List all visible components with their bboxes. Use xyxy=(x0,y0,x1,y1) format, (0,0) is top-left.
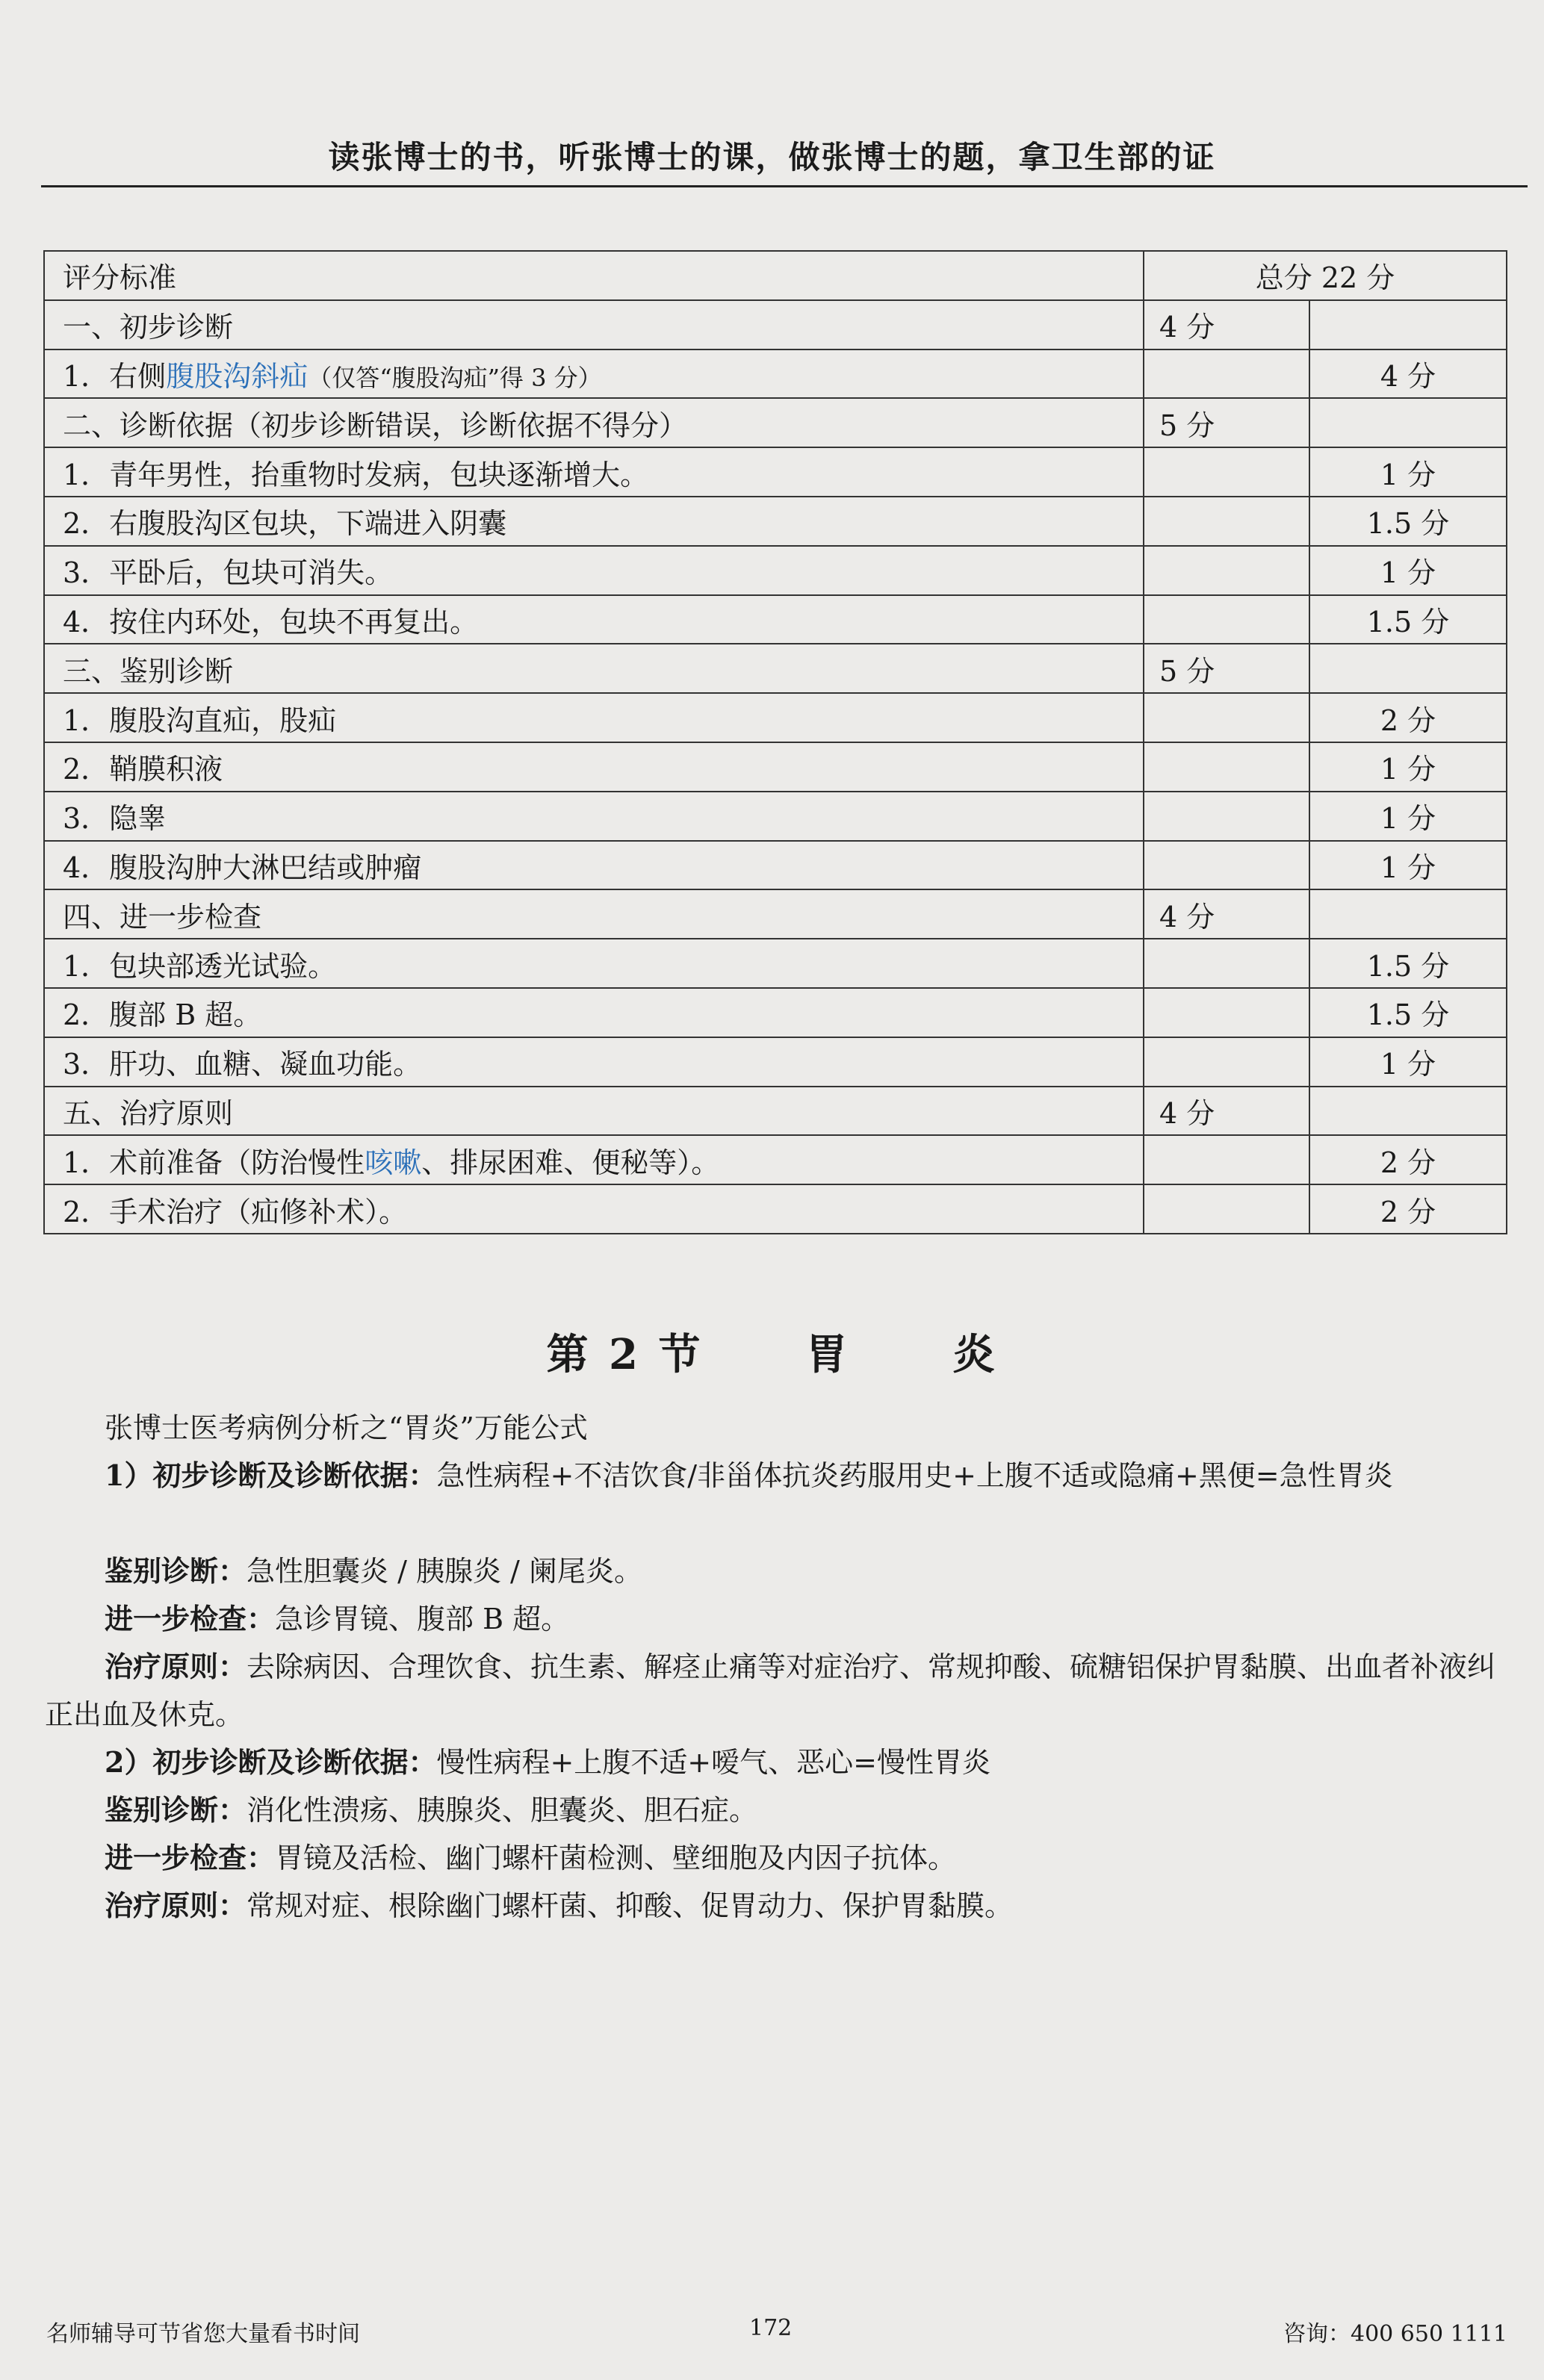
label-differential-acute: 鉴别诊断： xyxy=(105,1554,247,1588)
header-rule xyxy=(41,185,1528,187)
section-title-char-1: 胃 xyxy=(805,1330,851,1379)
label-further-exam-acute: 进一步检查： xyxy=(105,1602,276,1635)
criterion-cell xyxy=(44,349,1144,399)
item-score-cell: 1.5 分 xyxy=(1309,595,1507,644)
criterion-cell: 3．隐睾 xyxy=(44,792,1144,841)
table-total-cell: 总分 22 分 xyxy=(1144,251,1507,300)
table-row xyxy=(44,988,1507,1037)
section-title-char-2: 炎 xyxy=(952,1330,998,1379)
text-initial-diagnosis-chronic: 慢性病程+上腹不适+嗳气、恶心=慢性胃炎 xyxy=(436,1746,990,1779)
section-score-cell xyxy=(1144,349,1309,399)
item-score-cell xyxy=(1309,644,1507,693)
table-row xyxy=(44,1087,1507,1136)
section-score-cell xyxy=(1144,1135,1309,1184)
text-differential-chronic: 消化性溃疡、胰腺炎、胆囊炎、胆石症。 xyxy=(247,1794,758,1827)
table-row xyxy=(44,497,1507,546)
section-score-cell: 4 分 xyxy=(1144,300,1309,349)
item-score-cell xyxy=(1309,889,1507,939)
text-treatment-chronic: 常规对症、根除幽门螺杆菌、抑酸、促胃动力、保护胃黏膜。 xyxy=(247,1889,1014,1922)
table-row xyxy=(44,1135,1507,1184)
section-score-cell xyxy=(1144,497,1309,546)
item-score-cell: 1.5 分 xyxy=(1309,988,1507,1037)
item-score-cell: 1 分 xyxy=(1309,1037,1507,1087)
text-differential-acute: 急性胆囊炎 / 胰腺炎 / 阑尾炎。 xyxy=(247,1555,642,1588)
section-score-cell xyxy=(1144,792,1309,841)
item-score-cell: 2 分 xyxy=(1309,693,1507,742)
section-title xyxy=(0,1322,1544,1382)
table-row xyxy=(44,546,1507,595)
criterion-cell: 四、进一步检查 xyxy=(44,889,1144,939)
label-differential-chronic: 鉴别诊断： xyxy=(105,1793,247,1827)
scoring-table xyxy=(43,250,1507,1234)
section-score-cell xyxy=(1144,693,1309,742)
item-score-cell: 4 分 xyxy=(1309,349,1507,399)
criterion-cell: 3．平卧后，包块可消失。 xyxy=(44,546,1144,595)
item-score-cell: 1 分 xyxy=(1309,546,1507,595)
criterion-cell: 二、诊断依据（初步诊断错误，诊断依据不得分） xyxy=(44,398,1144,447)
item-score-cell: 2 分 xyxy=(1309,1184,1507,1234)
section-score-cell xyxy=(1144,447,1309,497)
item-score-cell: 1 分 xyxy=(1309,841,1507,890)
criterion-cell: 一、初步诊断 xyxy=(44,300,1144,349)
table-row xyxy=(44,447,1507,497)
section-score-cell xyxy=(1144,1037,1309,1087)
section-score-cell xyxy=(1144,1184,1309,1234)
table-row xyxy=(44,398,1507,447)
section-score-cell: 5 分 xyxy=(1144,398,1309,447)
criterion-note: （仅答“腹股沟疝”得 3 分） xyxy=(308,363,602,392)
section-score-cell xyxy=(1144,939,1309,988)
table-row xyxy=(44,939,1507,988)
text-treatment-acute: 去除病因、合理饮食、抗生素、解痉止痛等对症治疗、常规抑酸、硫糖铝保护胃黏膜、出血者补液纠正出血及休克。 xyxy=(45,1650,1496,1731)
section-score-cell xyxy=(1144,546,1309,595)
page-number: 172 xyxy=(749,2315,793,2341)
item-score-cell: 1 分 xyxy=(1309,447,1507,497)
formula-paragraph-7 xyxy=(45,1834,1509,1882)
table-row xyxy=(44,889,1507,939)
table-row xyxy=(44,693,1507,742)
text-initial-diagnosis-acute: 急性病程+不洁饮食/非甾体抗炎药服用史+上腹不适或隐痛+黑便=急性胃炎 xyxy=(436,1459,1393,1492)
label-initial-diagnosis-chronic: 2）初步诊断及诊断依据： xyxy=(105,1745,437,1779)
formula-paragraph-6 xyxy=(45,1786,1509,1834)
item-score-cell xyxy=(1309,398,1507,447)
criterion-cell: 三、鉴别诊断 xyxy=(44,644,1144,693)
section-score-cell: 4 分 xyxy=(1144,1087,1309,1136)
criterion-cell: 4．按住内环处，包块不再复出。 xyxy=(44,595,1144,644)
table-row xyxy=(44,300,1507,349)
criterion-note: 、排尿困难、便秘等）。 xyxy=(421,1146,720,1179)
criterion-link-term: 腹股沟斜疝 xyxy=(166,359,309,393)
criterion-cell: 2．右腹股沟区包块，下端进入阴囊 xyxy=(44,497,1144,546)
section-score-cell xyxy=(1144,988,1309,1037)
label-treatment-chronic: 治疗原则： xyxy=(105,1889,247,1922)
section-score-cell: 5 分 xyxy=(1144,644,1309,693)
criterion-text: 1．术前准备（防治慢性 xyxy=(63,1146,365,1179)
formula-heading: 张博士医考病例分析之“胃炎”万能公式 xyxy=(105,1411,588,1444)
criterion-cell: 2．腹部 B 超。 xyxy=(44,988,1144,1037)
table-row xyxy=(44,1184,1507,1234)
table-row xyxy=(44,1037,1507,1087)
item-score-cell: 2 分 xyxy=(1309,1135,1507,1184)
table-row xyxy=(44,595,1507,644)
criterion-cell: 1．青年男性，抬重物时发病，包块逐渐增大。 xyxy=(44,447,1144,497)
criterion-cell: 2．鞘膜积液 xyxy=(44,742,1144,792)
label-treatment-acute: 治疗原则： xyxy=(105,1650,247,1683)
text-further-exam-chronic: 胃镜及活检、幽门螺杆菌检测、壁细胞及内因子抗体。 xyxy=(275,1842,957,1874)
criterion-cell: 2．手术治疗（疝修补术）。 xyxy=(44,1184,1144,1234)
label-further-exam-chronic: 进一步检查： xyxy=(105,1841,276,1874)
formula-paragraph-1 xyxy=(45,1452,1509,1500)
formula-paragraph-2 xyxy=(45,1547,1509,1595)
formula-paragraph-4 xyxy=(45,1643,1509,1739)
item-score-cell: 1 分 xyxy=(1309,742,1507,792)
table-row xyxy=(44,841,1507,890)
table-title-cell: 评分标准 xyxy=(44,251,1144,300)
criterion-link-term: 咳嗽 xyxy=(365,1146,422,1179)
section-score-cell xyxy=(1144,841,1309,890)
formula-paragraph-5 xyxy=(45,1739,1509,1786)
criterion-cell xyxy=(44,1135,1144,1184)
table-row xyxy=(44,742,1507,792)
section-score-cell xyxy=(1144,742,1309,792)
criterion-cell: 1．腹股沟直疝，股疝 xyxy=(44,693,1144,742)
item-score-cell: 1.5 分 xyxy=(1309,939,1507,988)
section-score-cell xyxy=(1144,595,1309,644)
formula-paragraph-3 xyxy=(45,1595,1509,1643)
criterion-cell: 1．包块部透光试验。 xyxy=(44,939,1144,988)
footer-slogan: 名师辅导可节省您大量看书时间 xyxy=(46,2321,360,2347)
running-header: 读张博士的书，听张博士的课，做张博士的题，拿卫生部的证 xyxy=(328,139,1216,175)
criterion-text: 1．右侧 xyxy=(63,359,167,393)
section-score-cell: 4 分 xyxy=(1144,889,1309,939)
criterion-cell: 五、治疗原则 xyxy=(44,1087,1144,1136)
item-score-cell xyxy=(1309,300,1507,349)
table-row xyxy=(44,349,1507,399)
item-score-cell: 1 分 xyxy=(1309,792,1507,841)
table-header-row xyxy=(44,251,1507,300)
criterion-cell: 3．肝功、血糖、凝血功能。 xyxy=(44,1037,1144,1087)
item-score-cell xyxy=(1309,1087,1507,1136)
text-further-exam-acute: 急诊胃镜、腹部 B 超。 xyxy=(275,1603,570,1635)
label-initial-diagnosis-acute: 1）初步诊断及诊断依据： xyxy=(105,1458,437,1492)
footer-contact: 咨询：400 650 1111 xyxy=(1283,2321,1507,2347)
section-number: 第 2 节 xyxy=(546,1330,704,1379)
table-row xyxy=(44,792,1507,841)
item-score-cell: 1.5 分 xyxy=(1309,497,1507,546)
criterion-cell: 4．腹股沟肿大淋巴结或肿瘤 xyxy=(44,841,1144,890)
table-row xyxy=(44,644,1507,693)
formula-paragraph-8 xyxy=(45,1882,1509,1930)
